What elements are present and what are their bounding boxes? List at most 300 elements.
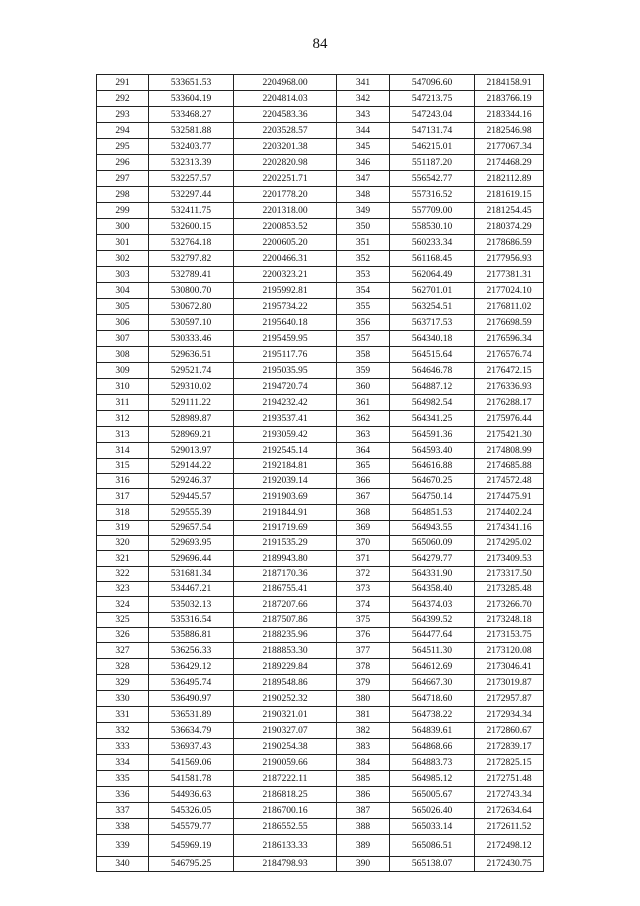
table-row bbox=[97, 139, 544, 155]
point-id-right-cell: 356 bbox=[337, 315, 390, 331]
y-coordinate-right-cell: 2174808.99 bbox=[475, 443, 544, 459]
point-id-right-cell: 355 bbox=[337, 299, 390, 315]
table-row bbox=[97, 459, 544, 474]
point-id-left-cell: 325 bbox=[97, 613, 149, 628]
point-id-left-cell: 320 bbox=[97, 536, 149, 551]
y-coordinate-right-cell: 2173248.18 bbox=[475, 613, 544, 628]
y-coordinate-right-cell: 2172634.64 bbox=[475, 803, 544, 819]
point-id-left-cell: 330 bbox=[97, 691, 149, 707]
y-coordinate-right-cell: 2172743.34 bbox=[475, 787, 544, 803]
x-coordinate-right-cell: 562701.01 bbox=[390, 283, 475, 299]
y-coordinate-left-cell: 2193059.42 bbox=[234, 427, 337, 443]
point-id-right-cell: 389 bbox=[337, 835, 390, 857]
x-coordinate-right-cell: 547213.75 bbox=[390, 91, 475, 107]
table-row bbox=[97, 315, 544, 331]
point-id-right-cell: 362 bbox=[337, 411, 390, 427]
point-id-right-cell: 378 bbox=[337, 659, 390, 675]
x-coordinate-left-cell: 533468.27 bbox=[149, 107, 234, 123]
y-coordinate-right-cell: 2177067.34 bbox=[475, 139, 544, 155]
x-coordinate-right-cell: 564985.12 bbox=[390, 771, 475, 787]
x-coordinate-right-cell: 565086.51 bbox=[390, 835, 475, 857]
y-coordinate-left-cell: 2194720.74 bbox=[234, 379, 337, 395]
y-coordinate-right-cell: 2183344.16 bbox=[475, 107, 544, 123]
table-row bbox=[97, 803, 544, 819]
point-id-left-cell: 313 bbox=[97, 427, 149, 443]
x-coordinate-left-cell: 536429.12 bbox=[149, 659, 234, 675]
point-id-left-cell: 318 bbox=[97, 505, 149, 521]
x-coordinate-right-cell: 565138.07 bbox=[390, 857, 475, 872]
table-row bbox=[97, 819, 544, 835]
y-coordinate-left-cell: 2195734.22 bbox=[234, 299, 337, 315]
table-row bbox=[97, 536, 544, 551]
x-coordinate-right-cell: 564883.73 bbox=[390, 755, 475, 771]
x-coordinate-right-cell: 564477.64 bbox=[390, 628, 475, 643]
point-id-left-cell: 329 bbox=[97, 675, 149, 691]
x-coordinate-left-cell: 528989.87 bbox=[149, 411, 234, 427]
y-coordinate-left-cell: 2190059.66 bbox=[234, 755, 337, 771]
x-coordinate-right-cell: 565033.14 bbox=[390, 819, 475, 835]
x-coordinate-right-cell: 564331.90 bbox=[390, 567, 475, 582]
point-id-left-cell: 338 bbox=[97, 819, 149, 835]
point-id-right-cell: 368 bbox=[337, 505, 390, 521]
point-id-left-cell: 297 bbox=[97, 171, 149, 187]
x-coordinate-right-cell: 565005.67 bbox=[390, 787, 475, 803]
point-id-left-cell: 311 bbox=[97, 395, 149, 411]
x-coordinate-right-cell: 564667.30 bbox=[390, 675, 475, 691]
x-coordinate-right-cell: 564839.61 bbox=[390, 723, 475, 739]
x-coordinate-right-cell: 556542.77 bbox=[390, 171, 475, 187]
y-coordinate-right-cell: 2173019.87 bbox=[475, 675, 544, 691]
table-row bbox=[97, 582, 544, 597]
y-coordinate-left-cell: 2192039.14 bbox=[234, 474, 337, 489]
point-id-right-cell: 360 bbox=[337, 379, 390, 395]
point-id-left-cell: 315 bbox=[97, 459, 149, 474]
x-coordinate-left-cell: 530333.46 bbox=[149, 331, 234, 347]
y-coordinate-left-cell: 2186818.25 bbox=[234, 787, 337, 803]
point-id-right-cell: 349 bbox=[337, 203, 390, 219]
y-coordinate-left-cell: 2195035.95 bbox=[234, 363, 337, 379]
y-coordinate-right-cell: 2172825.15 bbox=[475, 755, 544, 771]
table-row bbox=[97, 613, 544, 628]
point-id-left-cell: 293 bbox=[97, 107, 149, 123]
y-coordinate-left-cell: 2187170.36 bbox=[234, 567, 337, 582]
x-coordinate-left-cell: 532297.44 bbox=[149, 187, 234, 203]
x-coordinate-left-cell: 532581.88 bbox=[149, 123, 234, 139]
y-coordinate-right-cell: 2173285.48 bbox=[475, 582, 544, 597]
x-coordinate-left-cell: 529246.37 bbox=[149, 474, 234, 489]
x-coordinate-left-cell: 532797.82 bbox=[149, 251, 234, 267]
x-coordinate-right-cell: 562064.49 bbox=[390, 267, 475, 283]
y-coordinate-right-cell: 2173046.41 bbox=[475, 659, 544, 675]
table-row bbox=[97, 643, 544, 659]
point-id-left-cell: 336 bbox=[97, 787, 149, 803]
x-coordinate-right-cell: 563717.53 bbox=[390, 315, 475, 331]
table-row bbox=[97, 75, 544, 91]
y-coordinate-left-cell: 2189548.86 bbox=[234, 675, 337, 691]
y-coordinate-left-cell: 2195459.95 bbox=[234, 331, 337, 347]
point-id-right-cell: 380 bbox=[337, 691, 390, 707]
x-coordinate-right-cell: 561168.45 bbox=[390, 251, 475, 267]
x-coordinate-right-cell: 546215.01 bbox=[390, 139, 475, 155]
point-id-left-cell: 304 bbox=[97, 283, 149, 299]
y-coordinate-left-cell: 2201778.20 bbox=[234, 187, 337, 203]
y-coordinate-right-cell: 2173120.08 bbox=[475, 643, 544, 659]
point-id-right-cell: 359 bbox=[337, 363, 390, 379]
x-coordinate-left-cell: 529657.54 bbox=[149, 521, 234, 536]
table-row bbox=[97, 123, 544, 139]
x-coordinate-left-cell: 530800.70 bbox=[149, 283, 234, 299]
y-coordinate-left-cell: 2202820.98 bbox=[234, 155, 337, 171]
table-row bbox=[97, 267, 544, 283]
y-coordinate-left-cell: 2191719.69 bbox=[234, 521, 337, 536]
point-id-right-cell: 346 bbox=[337, 155, 390, 171]
x-coordinate-left-cell: 541569.06 bbox=[149, 755, 234, 771]
x-coordinate-left-cell: 529521.74 bbox=[149, 363, 234, 379]
point-id-left-cell: 322 bbox=[97, 567, 149, 582]
y-coordinate-left-cell: 2200323.21 bbox=[234, 267, 337, 283]
y-coordinate-left-cell: 2191535.29 bbox=[234, 536, 337, 551]
x-coordinate-right-cell: 565060.09 bbox=[390, 536, 475, 551]
point-id-left-cell: 298 bbox=[97, 187, 149, 203]
table-row bbox=[97, 787, 544, 803]
point-id-left-cell: 324 bbox=[97, 597, 149, 613]
x-coordinate-left-cell: 545969.19 bbox=[149, 835, 234, 857]
x-coordinate-left-cell: 529445.57 bbox=[149, 489, 234, 505]
y-coordinate-right-cell: 2174468.29 bbox=[475, 155, 544, 171]
point-id-right-cell: 353 bbox=[337, 267, 390, 283]
table-row bbox=[97, 331, 544, 347]
point-id-right-cell: 364 bbox=[337, 443, 390, 459]
point-id-left-cell: 333 bbox=[97, 739, 149, 755]
point-id-left-cell: 295 bbox=[97, 139, 149, 155]
x-coordinate-right-cell: 564868.66 bbox=[390, 739, 475, 755]
y-coordinate-left-cell: 2200853.52 bbox=[234, 219, 337, 235]
point-id-left-cell: 332 bbox=[97, 723, 149, 739]
x-coordinate-left-cell: 535886.81 bbox=[149, 628, 234, 643]
point-id-right-cell: 375 bbox=[337, 613, 390, 628]
table-row bbox=[97, 739, 544, 755]
point-id-right-cell: 365 bbox=[337, 459, 390, 474]
point-id-left-cell: 294 bbox=[97, 123, 149, 139]
y-coordinate-left-cell: 2189943.80 bbox=[234, 551, 337, 567]
table-row bbox=[97, 411, 544, 427]
x-coordinate-right-cell: 564612.69 bbox=[390, 659, 475, 675]
y-coordinate-left-cell: 2186755.41 bbox=[234, 582, 337, 597]
y-coordinate-right-cell: 2172498.12 bbox=[475, 835, 544, 857]
y-coordinate-right-cell: 2177024.10 bbox=[475, 283, 544, 299]
point-id-left-cell: 340 bbox=[97, 857, 149, 872]
point-id-right-cell: 343 bbox=[337, 107, 390, 123]
y-coordinate-left-cell: 2204583.36 bbox=[234, 107, 337, 123]
x-coordinate-left-cell: 536634.79 bbox=[149, 723, 234, 739]
table-row bbox=[97, 857, 544, 872]
y-coordinate-right-cell: 2173409.53 bbox=[475, 551, 544, 567]
y-coordinate-left-cell: 2184798.93 bbox=[234, 857, 337, 872]
point-id-right-cell: 386 bbox=[337, 787, 390, 803]
y-coordinate-left-cell: 2190252.32 bbox=[234, 691, 337, 707]
y-coordinate-right-cell: 2180374.29 bbox=[475, 219, 544, 235]
table-row bbox=[97, 395, 544, 411]
x-coordinate-left-cell: 529636.51 bbox=[149, 347, 234, 363]
point-id-right-cell: 382 bbox=[337, 723, 390, 739]
y-coordinate-right-cell: 2172751.48 bbox=[475, 771, 544, 787]
table-row bbox=[97, 505, 544, 521]
x-coordinate-left-cell: 535316.54 bbox=[149, 613, 234, 628]
point-id-left-cell: 307 bbox=[97, 331, 149, 347]
point-id-left-cell: 319 bbox=[97, 521, 149, 536]
point-id-left-cell: 312 bbox=[97, 411, 149, 427]
y-coordinate-right-cell: 2181254.45 bbox=[475, 203, 544, 219]
x-coordinate-left-cell: 532257.57 bbox=[149, 171, 234, 187]
point-id-left-cell: 314 bbox=[97, 443, 149, 459]
y-coordinate-right-cell: 2173266.70 bbox=[475, 597, 544, 613]
point-id-left-cell: 323 bbox=[97, 582, 149, 597]
y-coordinate-right-cell: 2175421.30 bbox=[475, 427, 544, 443]
x-coordinate-right-cell: 558530.10 bbox=[390, 219, 475, 235]
y-coordinate-right-cell: 2173317.50 bbox=[475, 567, 544, 582]
point-id-left-cell: 306 bbox=[97, 315, 149, 331]
y-coordinate-right-cell: 2176288.17 bbox=[475, 395, 544, 411]
x-coordinate-right-cell: 564341.25 bbox=[390, 411, 475, 427]
table-row bbox=[97, 283, 544, 299]
x-coordinate-right-cell: 563254.51 bbox=[390, 299, 475, 315]
x-coordinate-left-cell: 528969.21 bbox=[149, 427, 234, 443]
point-id-right-cell: 341 bbox=[337, 75, 390, 91]
table-row bbox=[97, 567, 544, 582]
y-coordinate-left-cell: 2203528.57 bbox=[234, 123, 337, 139]
table-row bbox=[97, 628, 544, 643]
coordinate-table bbox=[96, 74, 544, 872]
y-coordinate-right-cell: 2176811.02 bbox=[475, 299, 544, 315]
x-coordinate-right-cell: 564340.18 bbox=[390, 331, 475, 347]
y-coordinate-left-cell: 2186552.55 bbox=[234, 819, 337, 835]
y-coordinate-right-cell: 2174685.88 bbox=[475, 459, 544, 474]
y-coordinate-left-cell: 2200605.20 bbox=[234, 235, 337, 251]
y-coordinate-right-cell: 2176336.93 bbox=[475, 379, 544, 395]
point-id-right-cell: 376 bbox=[337, 628, 390, 643]
table-row bbox=[97, 659, 544, 675]
y-coordinate-right-cell: 2176698.59 bbox=[475, 315, 544, 331]
x-coordinate-left-cell: 532411.75 bbox=[149, 203, 234, 219]
y-coordinate-right-cell: 2175976.44 bbox=[475, 411, 544, 427]
x-coordinate-left-cell: 532600.15 bbox=[149, 219, 234, 235]
point-id-left-cell: 303 bbox=[97, 267, 149, 283]
x-coordinate-right-cell: 564591.36 bbox=[390, 427, 475, 443]
point-id-right-cell: 377 bbox=[337, 643, 390, 659]
y-coordinate-left-cell: 2188235.96 bbox=[234, 628, 337, 643]
page-number: 84 bbox=[312, 36, 328, 52]
point-id-right-cell: 350 bbox=[337, 219, 390, 235]
table-row bbox=[97, 597, 544, 613]
y-coordinate-right-cell: 2174295.02 bbox=[475, 536, 544, 551]
x-coordinate-left-cell: 533651.53 bbox=[149, 75, 234, 91]
y-coordinate-left-cell: 2200466.31 bbox=[234, 251, 337, 267]
point-id-right-cell: 373 bbox=[337, 582, 390, 597]
point-id-right-cell: 348 bbox=[337, 187, 390, 203]
point-id-right-cell: 371 bbox=[337, 551, 390, 567]
x-coordinate-left-cell: 545579.77 bbox=[149, 819, 234, 835]
point-id-left-cell: 317 bbox=[97, 489, 149, 505]
x-coordinate-right-cell: 564515.64 bbox=[390, 347, 475, 363]
point-id-right-cell: 383 bbox=[337, 739, 390, 755]
x-coordinate-left-cell: 534467.21 bbox=[149, 582, 234, 597]
table-row bbox=[97, 91, 544, 107]
point-id-right-cell: 358 bbox=[337, 347, 390, 363]
point-id-left-cell: 296 bbox=[97, 155, 149, 171]
x-coordinate-right-cell: 557316.52 bbox=[390, 187, 475, 203]
table-row bbox=[97, 707, 544, 723]
x-coordinate-left-cell: 531681.34 bbox=[149, 567, 234, 582]
point-id-right-cell: 390 bbox=[337, 857, 390, 872]
point-id-right-cell: 370 bbox=[337, 536, 390, 551]
y-coordinate-right-cell: 2174402.24 bbox=[475, 505, 544, 521]
x-coordinate-right-cell: 564982.54 bbox=[390, 395, 475, 411]
table-row bbox=[97, 235, 544, 251]
x-coordinate-left-cell: 532313.39 bbox=[149, 155, 234, 171]
x-coordinate-left-cell: 536937.43 bbox=[149, 739, 234, 755]
table-row bbox=[97, 299, 544, 315]
y-coordinate-left-cell: 2195117.76 bbox=[234, 347, 337, 363]
x-coordinate-left-cell: 533604.19 bbox=[149, 91, 234, 107]
x-coordinate-left-cell: 532764.18 bbox=[149, 235, 234, 251]
point-id-right-cell: 351 bbox=[337, 235, 390, 251]
x-coordinate-right-cell: 564887.12 bbox=[390, 379, 475, 395]
point-id-left-cell: 316 bbox=[97, 474, 149, 489]
point-id-left-cell: 308 bbox=[97, 347, 149, 363]
point-id-right-cell: 381 bbox=[337, 707, 390, 723]
x-coordinate-left-cell: 529696.44 bbox=[149, 551, 234, 567]
y-coordinate-right-cell: 2172860.67 bbox=[475, 723, 544, 739]
y-coordinate-left-cell: 2192545.14 bbox=[234, 443, 337, 459]
point-id-right-cell: 345 bbox=[337, 139, 390, 155]
point-id-left-cell: 309 bbox=[97, 363, 149, 379]
point-id-right-cell: 361 bbox=[337, 395, 390, 411]
x-coordinate-right-cell: 547243.04 bbox=[390, 107, 475, 123]
point-id-left-cell: 337 bbox=[97, 803, 149, 819]
point-id-left-cell: 328 bbox=[97, 659, 149, 675]
point-id-right-cell: 352 bbox=[337, 251, 390, 267]
y-coordinate-right-cell: 2178686.59 bbox=[475, 235, 544, 251]
table-row bbox=[97, 835, 544, 857]
point-id-left-cell: 292 bbox=[97, 91, 149, 107]
table-row bbox=[97, 427, 544, 443]
x-coordinate-left-cell: 530597.10 bbox=[149, 315, 234, 331]
y-coordinate-right-cell: 2177956.93 bbox=[475, 251, 544, 267]
x-coordinate-right-cell: 564718.60 bbox=[390, 691, 475, 707]
point-id-right-cell: 363 bbox=[337, 427, 390, 443]
x-coordinate-right-cell: 547096.60 bbox=[390, 75, 475, 91]
table-row bbox=[97, 203, 544, 219]
y-coordinate-left-cell: 2191903.69 bbox=[234, 489, 337, 505]
y-coordinate-right-cell: 2182546.98 bbox=[475, 123, 544, 139]
table-row bbox=[97, 171, 544, 187]
y-coordinate-right-cell: 2183766.19 bbox=[475, 91, 544, 107]
x-coordinate-right-cell: 564593.40 bbox=[390, 443, 475, 459]
y-coordinate-right-cell: 2176576.74 bbox=[475, 347, 544, 363]
x-coordinate-right-cell: 564358.40 bbox=[390, 582, 475, 597]
table-row bbox=[97, 379, 544, 395]
x-coordinate-right-cell: 564670.25 bbox=[390, 474, 475, 489]
y-coordinate-left-cell: 2192184.81 bbox=[234, 459, 337, 474]
x-coordinate-left-cell: 536495.74 bbox=[149, 675, 234, 691]
y-coordinate-right-cell: 2182112.89 bbox=[475, 171, 544, 187]
point-id-left-cell: 310 bbox=[97, 379, 149, 395]
x-coordinate-left-cell: 541581.78 bbox=[149, 771, 234, 787]
point-id-right-cell: 388 bbox=[337, 819, 390, 835]
x-coordinate-right-cell: 564279.77 bbox=[390, 551, 475, 567]
x-coordinate-right-cell: 564738.22 bbox=[390, 707, 475, 723]
y-coordinate-left-cell: 2190254.38 bbox=[234, 739, 337, 755]
point-id-right-cell: 369 bbox=[337, 521, 390, 536]
point-id-left-cell: 339 bbox=[97, 835, 149, 857]
x-coordinate-right-cell: 564646.78 bbox=[390, 363, 475, 379]
point-id-right-cell: 374 bbox=[337, 597, 390, 613]
x-coordinate-left-cell: 529693.95 bbox=[149, 536, 234, 551]
point-id-left-cell: 305 bbox=[97, 299, 149, 315]
point-id-right-cell: 384 bbox=[337, 755, 390, 771]
y-coordinate-left-cell: 2190327.07 bbox=[234, 723, 337, 739]
point-id-right-cell: 342 bbox=[337, 91, 390, 107]
table-row bbox=[97, 347, 544, 363]
y-coordinate-left-cell: 2186700.16 bbox=[234, 803, 337, 819]
x-coordinate-right-cell: 560233.34 bbox=[390, 235, 475, 251]
point-id-right-cell: 354 bbox=[337, 283, 390, 299]
y-coordinate-left-cell: 2195992.81 bbox=[234, 283, 337, 299]
table-row bbox=[97, 219, 544, 235]
y-coordinate-left-cell: 2186133.33 bbox=[234, 835, 337, 857]
point-id-right-cell: 344 bbox=[337, 123, 390, 139]
point-id-left-cell: 302 bbox=[97, 251, 149, 267]
point-id-left-cell: 327 bbox=[97, 643, 149, 659]
point-id-left-cell: 335 bbox=[97, 771, 149, 787]
x-coordinate-right-cell: 564616.88 bbox=[390, 459, 475, 474]
point-id-right-cell: 372 bbox=[337, 567, 390, 582]
table-row bbox=[97, 755, 544, 771]
y-coordinate-right-cell: 2174341.16 bbox=[475, 521, 544, 536]
point-id-left-cell: 334 bbox=[97, 755, 149, 771]
table-row bbox=[97, 187, 544, 203]
y-coordinate-left-cell: 2191844.91 bbox=[234, 505, 337, 521]
x-coordinate-left-cell: 536256.33 bbox=[149, 643, 234, 659]
x-coordinate-left-cell: 546795.25 bbox=[149, 857, 234, 872]
point-id-left-cell: 331 bbox=[97, 707, 149, 723]
x-coordinate-left-cell: 536531.89 bbox=[149, 707, 234, 723]
point-id-right-cell: 347 bbox=[337, 171, 390, 187]
y-coordinate-left-cell: 2187207.66 bbox=[234, 597, 337, 613]
y-coordinate-left-cell: 2201318.00 bbox=[234, 203, 337, 219]
y-coordinate-right-cell: 2172430.75 bbox=[475, 857, 544, 872]
x-coordinate-right-cell: 564750.14 bbox=[390, 489, 475, 505]
y-coordinate-right-cell: 2176596.34 bbox=[475, 331, 544, 347]
x-coordinate-right-cell: 557709.00 bbox=[390, 203, 475, 219]
y-coordinate-left-cell: 2187507.86 bbox=[234, 613, 337, 628]
x-coordinate-right-cell: 564399.52 bbox=[390, 613, 475, 628]
y-coordinate-right-cell: 2177381.31 bbox=[475, 267, 544, 283]
x-coordinate-right-cell: 564943.55 bbox=[390, 521, 475, 536]
x-coordinate-left-cell: 544936.63 bbox=[149, 787, 234, 803]
x-coordinate-right-cell: 564851.53 bbox=[390, 505, 475, 521]
x-coordinate-left-cell: 545326.05 bbox=[149, 803, 234, 819]
table-row bbox=[97, 551, 544, 567]
point-id-left-cell: 326 bbox=[97, 628, 149, 643]
x-coordinate-right-cell: 564511.30 bbox=[390, 643, 475, 659]
table-row bbox=[97, 251, 544, 267]
point-id-right-cell: 379 bbox=[337, 675, 390, 691]
x-coordinate-left-cell: 529555.39 bbox=[149, 505, 234, 521]
point-id-right-cell: 366 bbox=[337, 474, 390, 489]
table-row bbox=[97, 155, 544, 171]
x-coordinate-left-cell: 529111.22 bbox=[149, 395, 234, 411]
